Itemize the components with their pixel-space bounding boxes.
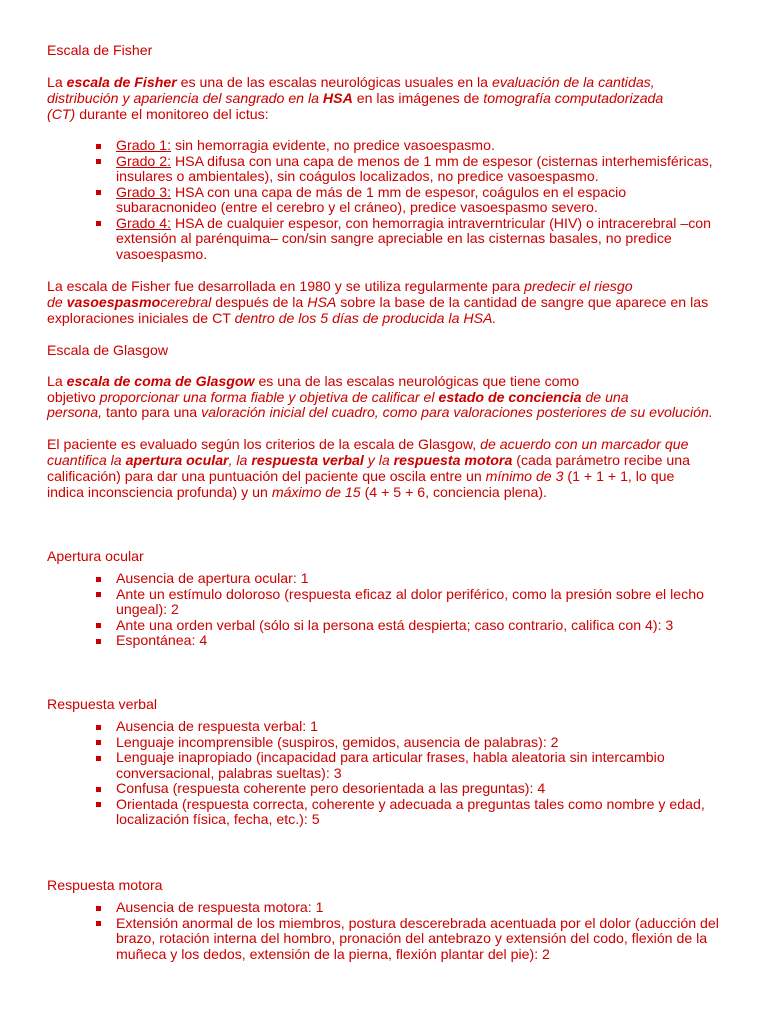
list-item: [116, 900, 768, 916]
emphasis-run: , la: [228, 452, 252, 468]
text-run: después de la: [211, 294, 308, 310]
grade-description: HSA con una capa de más de 1 mm de espesor, coágulos en el espacio subaracnonideo (entre el cerebro y el cráneo), predice vasoespasmo severo.: [116, 183, 627, 215]
bullet-marker: [96, 725, 101, 730]
glasgow-scoring-paragraph: [47, 436, 768, 500]
list-item: [116, 781, 768, 797]
text-run: sobre la base de la cantidad de sangre que aparece en las exploraciones iniciales de CT: [47, 294, 709, 326]
list-item-text: Orientada (respuesta correcta, coherente y adecuada a preguntas tales como nombre y edad, localización física, fecha, etc.): 5: [116, 795, 705, 827]
bullet-marker: [96, 639, 101, 644]
list-item-text: Lenguaje incomprensible (suspiros, gemidos, ausencia de palabras): 2: [116, 733, 559, 750]
bullet-marker: [96, 756, 101, 761]
section-heading-glasgow: Escala de Glasgow: [47, 342, 169, 358]
section-heading-respuesta-motora: Respuesta motora: [47, 877, 163, 893]
list-item-grado-2: [116, 154, 768, 185]
respuesta-verbal-list: [47, 719, 768, 828]
bullet-marker: [96, 592, 101, 597]
emphasis-run: y la: [363, 452, 394, 468]
fisher-grades-list: [47, 138, 768, 262]
list-item: [116, 633, 768, 649]
list-item-text: Lenguaje inapropiado (incapacidad para articular frases, habla aleatoria sin intercambio conversacional, palabras sueltas): 3: [116, 749, 665, 781]
list-item-text: Ausencia de respuesta motora: 1: [116, 899, 324, 915]
bullet-marker: [96, 787, 101, 792]
grade-label: Grado 1:: [116, 137, 172, 153]
text-run: tanto para una: [102, 404, 202, 420]
section-heading-fisher: Escala de Fisher: [47, 42, 153, 58]
list-item-text: Ausencia de respuesta verbal: 1: [116, 718, 319, 734]
list-item: [116, 735, 768, 751]
list-item: [116, 797, 768, 828]
list-item-text: Extensión anormal de los miembros, postura descerebrada acentuada por el dolor (aducción del brazo, rotación interna del hombro, pronación del antebrazo y extensión del codo, flexión de la muñeca y los dedos, extensión de la pierna, flexión plantar del pie): 2: [116, 914, 719, 962]
list-item-grado-4: [116, 216, 768, 263]
bullet-marker: [96, 906, 101, 911]
key-term-estado-de-conciencia: estado de conciencia: [438, 388, 582, 405]
glasgow-intro-paragraph: [47, 374, 768, 421]
emphasis-run: proporcionar una forma fiable y objetiva de calificar el: [99, 388, 439, 405]
list-item: [116, 571, 768, 587]
bullet-marker: [96, 144, 101, 149]
text-run: (1 + 1 + 1, lo que indica inconsciencia profunda) y un: [47, 468, 675, 500]
grade-description: HSA de cualquier espesor, con hemorragia intraverntricular (HIV) o intracerebral –con extensión al parénquima– con/sin sangre apreciable en las cisternas basales, no predice vasoespasmo.: [116, 214, 711, 262]
key-term-respuesta-verbal: respuesta verbal: [251, 452, 364, 468]
emphasis-run: predecir el riesgo de: [47, 278, 633, 310]
list-item-text: Ausencia de apertura ocular: 1: [116, 570, 309, 586]
key-term-apertura-ocular: apertura ocular: [125, 452, 229, 468]
text-run: La: [47, 373, 67, 389]
text-run: durante el monitoreo del ictus:: [75, 106, 269, 122]
text-run: La escala de Fisher fue desarrollada en 1980 y se utiliza regularmente para: [47, 278, 525, 294]
bullet-marker: [96, 190, 101, 195]
bullet-marker: [96, 623, 101, 628]
emphasis-minimo: mínimo de 3: [485, 468, 564, 484]
emphasis-run: evaluación de la cantidas, distribución y apariencia del sangrado en la: [47, 74, 655, 106]
key-term-vasoespasmo: vasoespasmo: [66, 294, 161, 310]
bullet-marker: [96, 577, 101, 582]
fisher-history-paragraph: [47, 278, 768, 326]
emphasis-run: HSA: [307, 294, 337, 310]
bullet-marker: [96, 221, 101, 226]
emphasis-run: valoración inicial del cuadro, como para valoraciones posteriores de su evolución.: [201, 404, 713, 420]
emphasis-run: de acuerdo con un marcador que cuantifica la: [47, 436, 689, 468]
apertura-ocular-list: [47, 571, 768, 649]
emphasis-maximo: máximo de 15: [271, 484, 361, 500]
list-item: [116, 618, 768, 634]
list-item-text: Confusa (respuesta coherente pero desorientada a las preguntas): 4: [116, 780, 546, 796]
text-run: El paciente es evaluado según los criterios de la escala de Glasgow,: [47, 436, 481, 452]
bullet-marker: [96, 802, 101, 807]
bullet-marker: [96, 921, 101, 926]
list-item-text: Ante una orden verbal (sólo si la persona está despierta; caso contrario, califica con 4): 3: [116, 616, 674, 633]
grade-label: Grado 2:: [116, 152, 172, 169]
emphasis-run: dentro de los 5 días de producida la HSA.: [234, 310, 497, 326]
list-item: [116, 587, 768, 618]
list-item: [116, 750, 768, 781]
text-run: La: [47, 74, 67, 90]
text-run: es una de las escalas neurológicas usuales en la: [176, 74, 492, 90]
section-heading-apertura-ocular: Apertura ocular: [47, 548, 144, 564]
grade-label: Grado 3:: [116, 183, 172, 200]
list-item-text: Espontánea: 4: [116, 632, 208, 648]
emphasis-run: de una persona,: [47, 388, 629, 420]
list-item: [116, 719, 768, 735]
list-item-text: Ante un estímulo doloroso (respuesta eficaz al dolor periférico, como la presión sobre el lecho ungeal): 2: [116, 585, 704, 617]
key-term-escala-de-coma-de-glasgow: escala de coma de Glasgow: [66, 373, 255, 389]
list-item: [116, 916, 768, 963]
emphasis-run: tomografía computadorizada (CT): [47, 90, 664, 122]
respuesta-motora-list: [47, 900, 768, 962]
text-run: en las imágenes de: [352, 90, 484, 106]
text-run: (4 + 5 + 6, conciencia plena).: [360, 484, 547, 500]
key-term-escala-de-fisher: escala de Fisher: [66, 74, 177, 90]
bullet-marker: [96, 740, 101, 745]
section-heading-respuesta-verbal: Respuesta verbal: [47, 696, 158, 712]
bullet-marker: [96, 159, 101, 164]
list-item-grado-3: [116, 185, 768, 216]
key-term-hsa: HSA: [322, 90, 353, 106]
key-term-respuesta-motora: respuesta motora: [393, 452, 513, 468]
emphasis-run: cerebral: [160, 294, 212, 310]
grade-description: HSA difusa con una capa de menos de 1 mm de espesor (cisternas interhemisféricas, insulares o ambientales), sin coágulos localizados, no predice vasoespasmo.: [116, 152, 713, 184]
text-run: (cada parámetro recibe una calificación) para dar una puntuación del paciente que oscila entre un: [47, 452, 690, 484]
text-run: es una de las escalas neurológicas que tiene como objetivo: [47, 373, 580, 405]
grade-description: sin hemorragia evidente, no predice vasoespasmo.: [171, 137, 495, 153]
fisher-intro-paragraph: [47, 74, 768, 122]
grade-label: Grado 4:: [116, 214, 172, 231]
list-item-grado-1: [116, 138, 768, 154]
